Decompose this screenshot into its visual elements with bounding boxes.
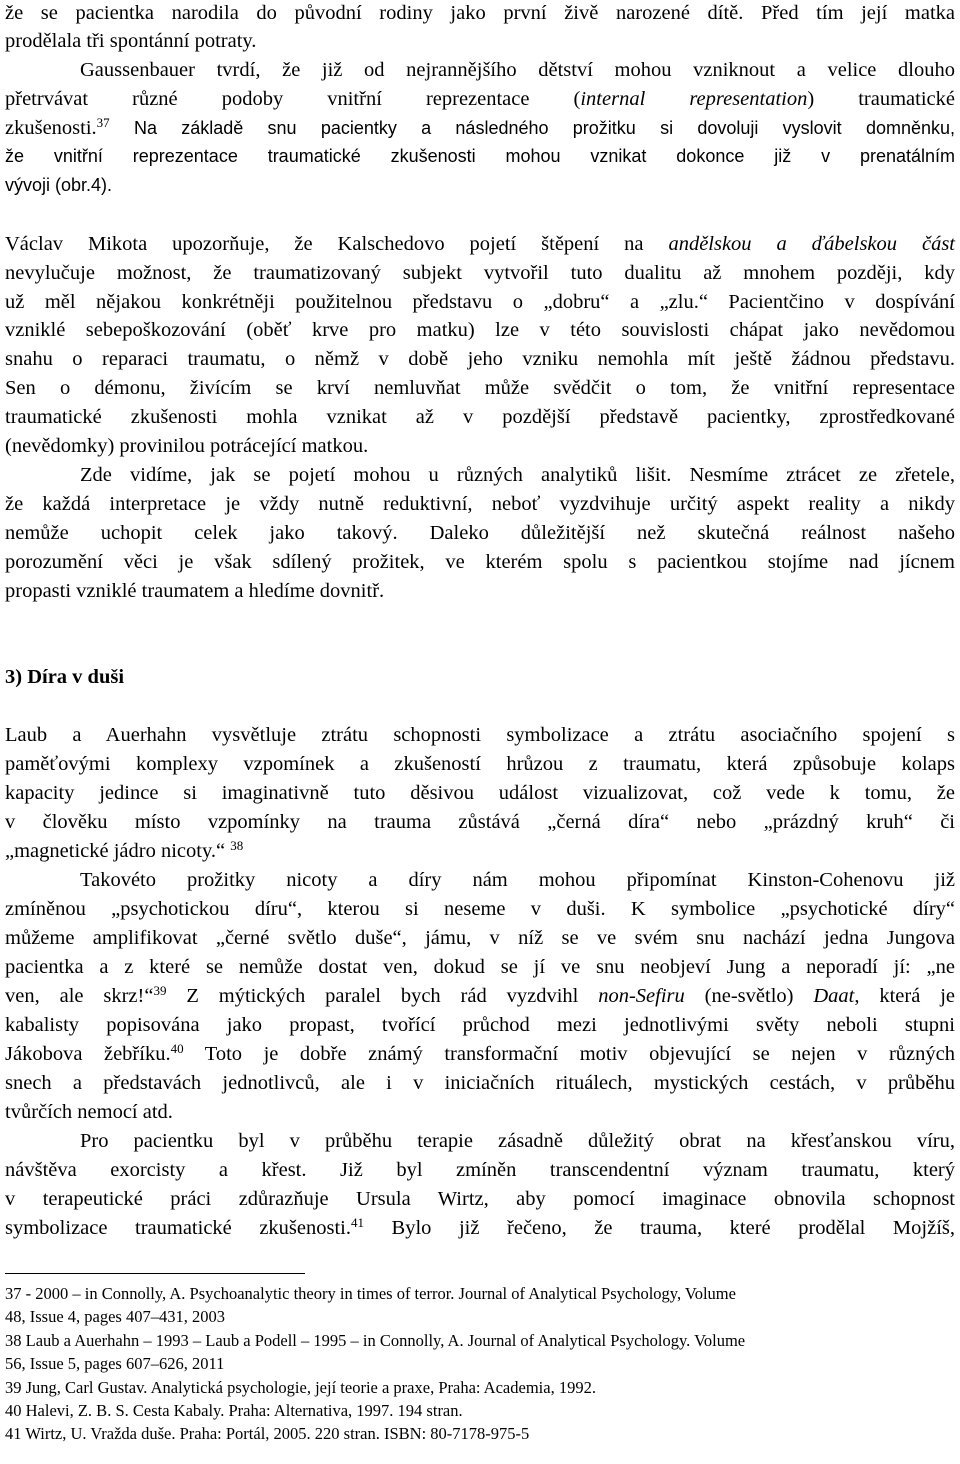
footnote-separator xyxy=(5,1273,305,1274)
footnote-ref-37[interactable]: 37 xyxy=(96,115,110,130)
body-text-line: návštěva exorcisty a křest. Již byl zmíněn transcendentní význam traumatu, který xyxy=(5,1159,955,1181)
body-text-line: prodělala tři spontánní potraty. xyxy=(5,30,257,52)
body-text-line: že každá interpretace je vždy nutně reduktivní, neboť vyzdvihuje určitý aspekt reality a nikdy xyxy=(5,493,955,515)
italic-term: internal representation xyxy=(580,88,808,110)
footnote-ref-41[interactable]: 41 xyxy=(351,1215,364,1230)
body-text-line: Jákobova žebříku.$^{40}$ Toto je dobře známý transformační motiv objevující se nejen v různých xyxy=(5,1041,955,1065)
footnote-37: 37 - 2000 – in Connolly, A. Psychoanalytic theory in times of terror. Journal of Analytical Psychology, Volume xyxy=(5,1284,736,1303)
body-text-line: v terapeutické práci zdůrazňuje Ursula Wirtz, aby pomocí imaginace obnovila schopnost xyxy=(5,1188,955,1210)
body-text-line: Zde vidíme, jak se pojetí mohou u různých analytiků lišit. Nesmíme ztrácet ze zřetele, xyxy=(80,464,955,486)
body-text-line: „magnetické jádro nicoty.“ $^{38}$ xyxy=(5,838,244,862)
body-text-line: zmíněnou „psychotickou díru“, kterou si neseme v duši. K symbolice „psychotické díry“ xyxy=(5,898,955,920)
italic-term: non-Sefiru xyxy=(598,985,685,1007)
body-text-line: přetrvávat různé podoby vnitřní reprezentace (internal representation) traumatické xyxy=(5,88,955,110)
footnote-ref-38[interactable]: 38 xyxy=(230,838,244,853)
body-text-line: Sen o démonu, živícím se krví nemluvňat může svědčit o tom, že vnitřní representace xyxy=(5,377,955,399)
footnote-38-cont: 56, Issue 5, pages 607–626, 2011 xyxy=(5,1354,225,1373)
body-text-line: pacientka a z které se nemůže dostat ven, dokud se jí ve snu neobjeví Jung a neporadí jí: „ne xyxy=(5,956,955,978)
footnote-39: 39 Jung, Carl Gustav. Analytická psychologie, její teorie a praxe, Praha: Academia, 1992. xyxy=(5,1378,596,1397)
body-text-line: traumatické zkušenosti mohla vznikat až v pozdější představě pacientky, zprostředkované xyxy=(5,406,955,428)
body-text-line: Pro pacientku byl v průběhu terapie zásadně důležitý obrat na křesťanskou víru, xyxy=(80,1130,955,1152)
body-text-line: snech a představách jednotlivců, ale i v iniciačních rituálech, mystických cestách, v průběhu xyxy=(5,1072,955,1094)
body-text-line: zkušenosti.$^{37}$ Na základě snu pacientky a následného prožitku si dovoluji vyslovit domněnku, xyxy=(5,115,955,139)
body-text-line: propasti vzniklé traumatem a hledíme dovnitř. xyxy=(5,580,385,602)
body-text-line: vývoji (obr.4). xyxy=(5,175,113,195)
body-text-line: kabalisty popisována jako propast, tvořící průchod mezi jednotlivými světy neboli stupni xyxy=(5,1014,955,1036)
body-text-line: nemůže uchopit celek jako takový. Daleko důležitější než skutečná reálnost našeho xyxy=(5,522,955,544)
body-text-line: tvůrčích nemocí atd. xyxy=(5,1101,173,1123)
body-text-line: Gaussenbauer tvrdí, že již od nejrannějšího dětství mohou vzniknout a velice dlouho xyxy=(80,59,955,81)
footnote-40: 40 Halevi, Z. B. S. Cesta Kabaly. Praha: Alternativa, 1997. 194 stran. xyxy=(5,1401,463,1420)
body-text-line: nevylučuje možnost, že traumatizovaný subjekt vytvořil tuto dualitu až mnohem později, kdy xyxy=(5,262,955,284)
body-text-line: můžeme amplifikovat „černé světlo duše“, jámu, v níž se ve svém snu nachází jedna Jungova xyxy=(5,927,955,949)
body-text-line: ven, ale skrz!“$^{39}$ Z mýtických paralel bych rád vyzdvihl non-Sefiru (ne-světlo) Daat, která je xyxy=(5,983,955,1007)
body-text-line: že vnitřní reprezentace traumatické zkušenosti mohou vznikat dokonce již v prenatálním xyxy=(5,146,955,166)
body-text-line: symbolizace traumatické zkušenosti.$^{41}$ Bylo již řečeno, že trauma, které prodělal Mojžíš, xyxy=(5,1215,955,1239)
section-heading: 3) Díra v duši xyxy=(5,666,125,688)
footnote-41: 41 Wirtz, U. Vražda duše. Praha: Portál, 2005. 220 stran. ISBN: 80-7178-975-5 xyxy=(5,1424,530,1443)
body-text-line: (nevědomky) provinilou potrácející matkou. xyxy=(5,435,369,457)
body-text-line: že se pacientka narodila do původní rodiny jako první živě narozené dítě. Před tím její matka xyxy=(5,2,955,24)
body-text-line: už měl nějakou konkrétněji použitelnou představu o „dobru“ a „zlu.“ Pacientčino v dospívání xyxy=(5,291,955,313)
footnote-ref-39[interactable]: 39 xyxy=(153,983,167,998)
body-text-line: Takovéto prožitky nicoty a díry nám mohou připomínat Kinston-Cohenovu již xyxy=(80,869,955,891)
italic-term: Daat xyxy=(813,985,855,1007)
body-text-line: Laub a Auerhahn vysvětluje ztrátu schopnosti symbolizace a ztrátu asociačního spojení s xyxy=(5,724,955,746)
body-text-line: v člověku místo vzpomínky na trauma zůstává „černá díra“ nebo „prázdný kruh“ či xyxy=(5,811,955,833)
footnote-ref-40[interactable]: 40 xyxy=(170,1041,184,1056)
body-text-line: Václav Mikota upozorňuje, že Kalschedovo pojetí štěpení na andělskou a ďábelskou část xyxy=(5,233,955,255)
body-text-line: vzniklé sebepoškozování (oběť krve pro matku) lze v této souvislosti chápat jako nevědomou xyxy=(5,319,955,341)
footnote-38: 38 Laub a Auerhahn – 1993 – Laub a Podell – 1995 – in Connolly, A. Journal of Analytical Psychology. Volume xyxy=(5,1331,746,1350)
body-text-line: kapacity jedince si imaginativně tuto děsivou událost vizualizovat, což vede k tomu, že xyxy=(5,782,955,804)
body-text-line: snahu o reparaci traumatu, o němž v době jeho vzniku nemohla mít ještě žádnou představu. xyxy=(5,348,955,370)
body-text-line: paměťovými komplexy vzpomínek a zkušeností hrůzou z traumatu, která způsobuje kolaps xyxy=(5,753,955,775)
italic-term: andělskou a ďábelskou část xyxy=(668,233,955,255)
body-text-line: porozumění věci je však sdílený prožitek, ve kterém spolu s pacientkou stojíme nad jícnem xyxy=(5,551,955,573)
footnote-37-cont: 48, Issue 4, pages 407–431, 2003 xyxy=(5,1307,225,1326)
